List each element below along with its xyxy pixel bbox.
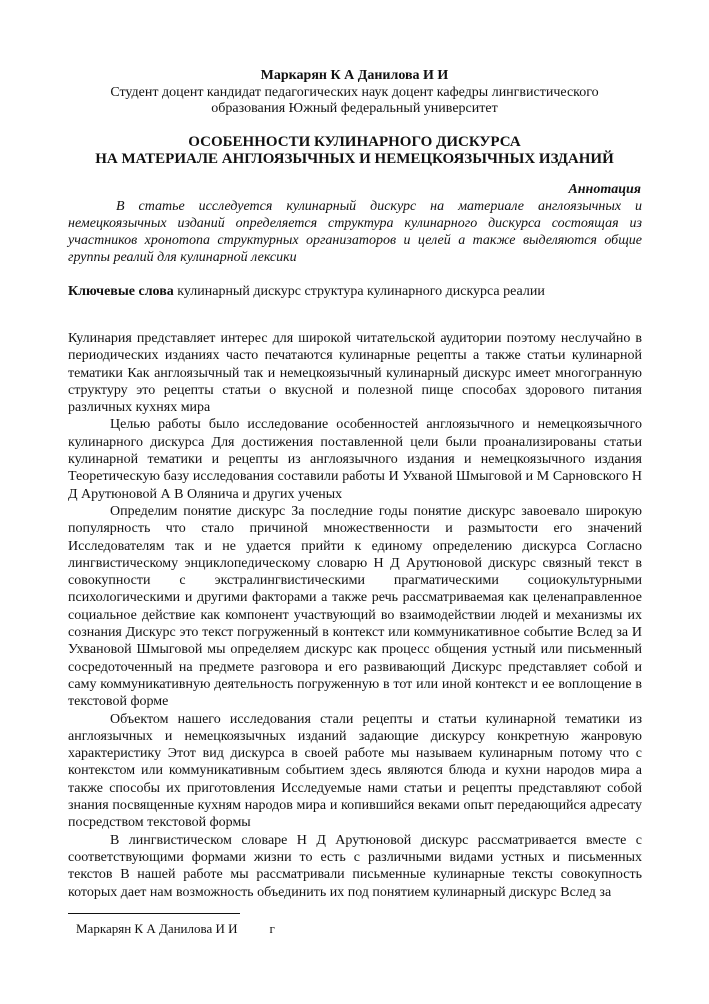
authors-line: Маркарян К А Данилова И И bbox=[260, 68, 449, 83]
keywords-text: кулинарный дискурс структура кулинарного дискурса реалии bbox=[173, 284, 545, 299]
affiliation-line-2: образования Южный федеральный университет bbox=[211, 101, 498, 116]
abstract-heading: Аннотация bbox=[568, 182, 641, 197]
keywords-label: Ключевые слова bbox=[68, 284, 174, 299]
body-text bbox=[68, 330, 642, 901]
paper-title-line-1: ОСОБЕННОСТИ КУЛИНАРНОГО ДИСКУРСА bbox=[188, 134, 521, 150]
paragraph-3: Определим понятие дискурс За последние годы понятие дискурс завоевало широкую популярность что стало причиной множественности и размытости его значений Исследователям так и не удается прийти к единому определению дискурса Согласно лингвистическому энциклопедическому словарю Н Д Арутюновой дискурс связный текст в совокупности с экстралингвистическими прагматическими социокультурными психологическими и другими факторами а также речь рассматриваемая как целенаправленное социальное действие как компонент участвующий во взаимодействии людей и механизмы их сознания Дискурс это текст погруженный в контекст или коммуникативное событие Вслед за И Ухвановой Шмыговой мы определяем дискурс как процесс общения устный или письменный сосредоточенный на предмете разговора и его развивающий Дискурс представляет собой и саму коммуникативную деятельность погруженную в тот или иной контекст и ее воплощение в текстовой форме bbox=[68, 503, 642, 710]
footnote-suffix: г bbox=[269, 921, 275, 936]
abstract-text: В статье исследуется кулинарный дискурс на материале англоязычных и немецкоязычных изданий определяется структура кулинарного дискурса состоящая из участников хронотопа структурных организаторов и целей а также выделяются общие группы реалий для кулинарной лексики bbox=[68, 199, 642, 265]
keywords-line bbox=[68, 284, 642, 300]
affiliation-line-1: Студент доцент кандидат педагогических наук доцент кафедры лингвистического bbox=[110, 85, 599, 100]
paper-title-line-2: НА МАТЕРИАЛЕ АНГЛОЯЗЫЧНЫХ И НЕМЕЦКОЯЗЫЧНЫХ ИЗДАНИЙ bbox=[95, 151, 614, 167]
footnote-authors: Маркарян К А Данилова И И bbox=[76, 921, 238, 936]
paragraph-2: Целью работы было исследование особенностей англоязычного и немецкоязычного кулинарного дискурса Для достижения поставленной цели были проанализированы статьи кулинарной тематики и рецепты из англоязычного издания и немецкоязычного издания Теоретическую базу исследования составили работы И Ухваной Шмыговой и М Сарновского Н Д Арутюновой А В Олянича и других ученых bbox=[68, 417, 642, 502]
paragraph-1: Кулинария представляет интерес для широкой читательской аудитории поэтому неслучайно в периодических изданиях часто печатаются кулинарные рецепты а также статьи кулинарной тематики Как англоязычный так и немецкоязычный кулинарный дискурс имеет многогранную структуру это рецепты статьи о вкусной и полезной пище способах здорового питания различных кухнях мира bbox=[68, 331, 642, 416]
paragraph-4: Объектом нашего исследования стали рецепты и статьи кулинарной тематики из англоязычных и немецкоязычных изданий задающие дискурсу конкретную жанровую характеристику Этот вид дискурса в своей работе мы называем кулинарным потому что с контекстом или коммуникативным событием здесь являются блюда и кухни народов мира а также способы их приготовления Исследуемые нами статьи и рецепты представляют собой знания посвященные кухням народов мира и копившийся веками опыт передающийся адресату посредством текстовой формы bbox=[68, 711, 642, 831]
footnote-separator bbox=[68, 913, 240, 914]
paragraph-5: В лингвистическом словаре Н Д Арутюновой дискурс рассматривается вместе с соответствующими формами жизни то есть с различными видами устных и письменных текстов В нашей работе мы рассматривали письменные кулинарные тексты совокупность которых дает нам возможность объединить их под понятием кулинарный дискурс Вслед за bbox=[68, 832, 642, 900]
footnote bbox=[76, 921, 275, 937]
